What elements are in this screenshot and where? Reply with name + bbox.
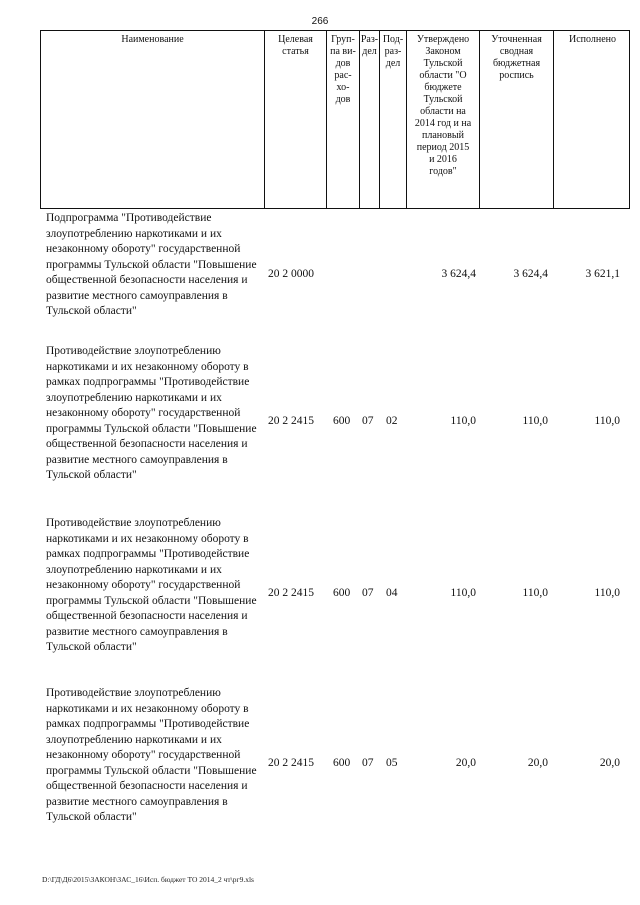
header-target: Целевая статья [265,31,327,208]
row-target: 20 2 2415 [268,415,314,427]
row-section: 07 [362,415,374,427]
row-subsection: 02 [386,415,398,427]
row-section: 07 [362,587,374,599]
row-approved: 20,0 [455,757,476,769]
table-header [40,30,630,209]
header-executed: Исполнено [568,34,616,45]
row-subsection: 05 [386,757,398,769]
row-name: Противодействие злоупотреблению наркотиками и их незаконному обороту в рамках подпрограммы "Противодействие злоупотреблению наркотиками и их незаконному обороту" государственной программы Тульской области "Повышение общественной безопасности населения и развитие местного самоуправления в Тульской области" [46,345,257,481]
page-number: 266 [311,16,329,27]
row-refined: 110,0 [522,415,548,427]
row-name: Противодействие злоупотреблению наркотиками и их незаконному обороту в рамках подпрограммы "Противодействие злоупотреблению наркотиками и их незаконному обороту" государственной программы Тульской области "Повышение общественной безопасности населения и развитие местного самоуправления в Тульской области" [46,687,257,823]
row-executed: 110,0 [594,587,620,599]
header-group: Груп- па ви- дов рас- хо- дов [327,31,360,208]
header-subsection: Под- раз- дел [380,31,407,208]
row-group: 600 [333,587,351,599]
header-section: Раз- дел [360,31,380,208]
row-approved: 3 624,4 [441,268,476,280]
row-name: Противодействие злоупотреблению наркотиками и их незаконному обороту в рамках подпрограммы "Противодействие злоупотреблению наркотиками и их незаконному обороту" государственной программы Тульской области "Повышение общественной безопасности населения и развитие местного самоуправления в Тульской области" [46,517,257,653]
row-refined: 110,0 [522,587,548,599]
row-executed: 110,0 [594,415,620,427]
row-target: 20 2 0000 [268,268,314,280]
row-group: 600 [333,757,351,769]
header-name: Наименование [41,31,265,208]
row-subsection: 04 [386,587,398,599]
row-approved: 110,0 [450,415,476,427]
row-executed: 20,0 [599,757,620,769]
header-approved: Утверждено Законом Тульской области "О бюджете Тульской области на 2014 год и на плановый период 2015 и 2016 годов" [407,31,480,208]
row-name: Подпрограмма "Противодействие злоупотреблению наркотиками и их незаконному обороту" государственной программы Тульской области "Повышение общественной безопасности населения и развитие местного самоуправления в Тульской области" [46,212,257,317]
row-section: 07 [362,757,374,769]
row-approved: 110,0 [450,587,476,599]
row-refined: 20,0 [527,757,548,769]
row-target: 20 2 2415 [268,757,314,769]
row-target: 20 2 2415 [268,587,314,599]
header-refined: Уточненная сводная бюджетная роспись [480,31,554,208]
row-executed: 3 621,1 [585,268,620,280]
row-group: 600 [333,415,351,427]
row-refined: 3 624,4 [513,268,548,280]
file-path-footer: D:\ГД\Д6\2015\ЗАКОН\ЗАС_16\Исп. бюджет ТО 2014_2 чт\рг9.xls [42,875,254,884]
